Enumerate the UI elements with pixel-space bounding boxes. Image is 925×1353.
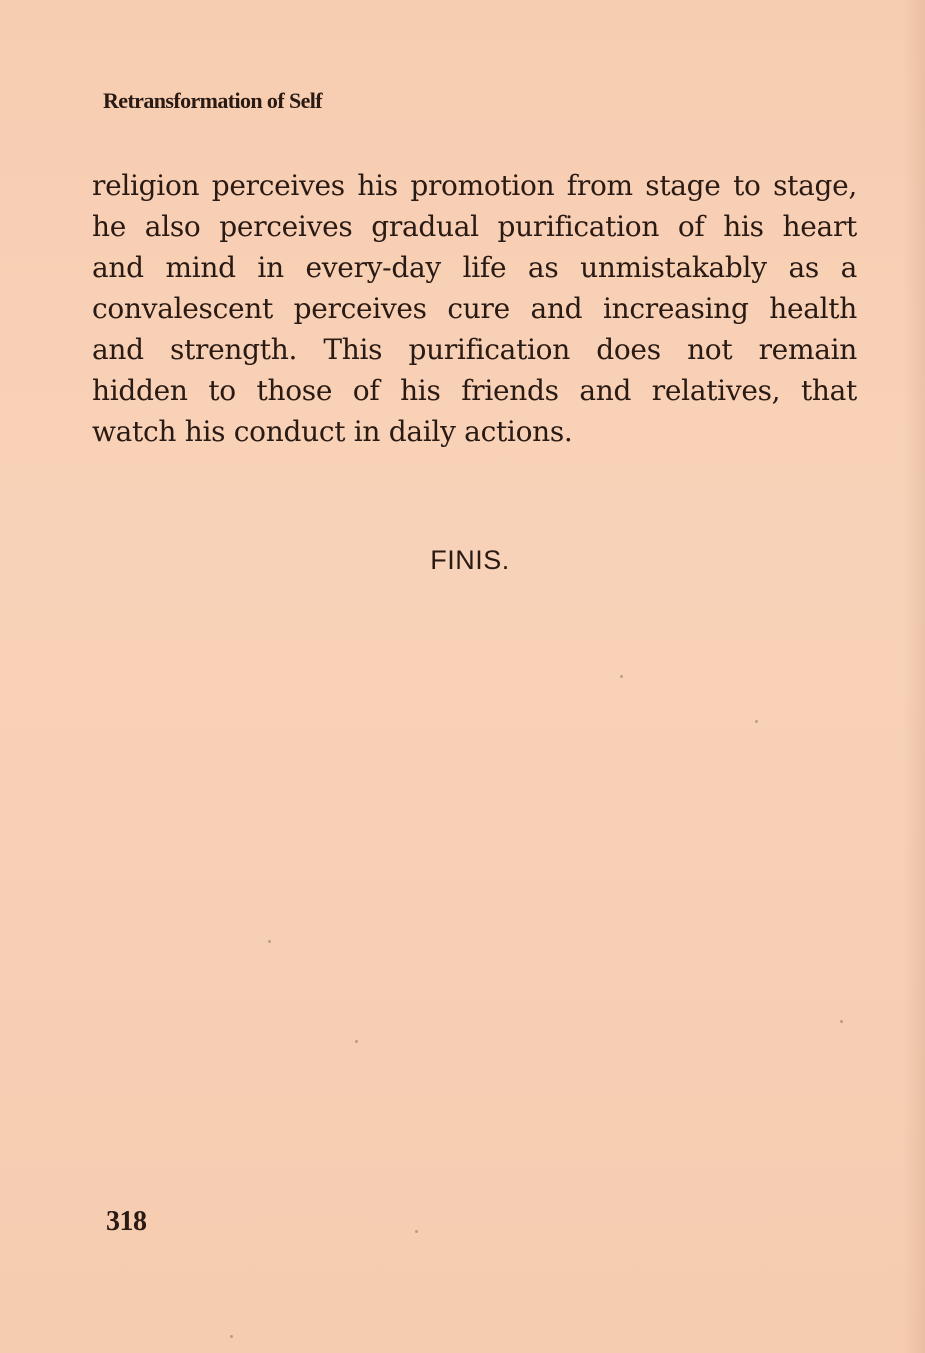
- paper-speck: [755, 720, 758, 723]
- paper-speck: [355, 1040, 358, 1043]
- paper-speck: [840, 1020, 843, 1023]
- text-line: and mind in every-day life as unmistakably as a: [92, 251, 857, 284]
- text-line: convalescent perceives cure and increasing health: [92, 292, 857, 325]
- text-line: religion perceives his promotion from stage to stage,: [92, 169, 857, 202]
- page-number: 318: [106, 1206, 147, 1237]
- text-line: and strength. This purification does not remain: [92, 333, 857, 366]
- page-edge-shadow: [903, 0, 925, 1353]
- text-line: watch his conduct in daily actions.: [92, 415, 573, 448]
- text-line: he also perceives gradual purification of his heart: [92, 210, 857, 243]
- body-paragraph: [92, 165, 857, 452]
- paper-speck: [268, 940, 271, 943]
- paper-speck: [230, 1335, 233, 1338]
- text-line: hidden to those of his friends and relatives, that: [92, 374, 857, 407]
- paper-speck: [620, 675, 623, 678]
- running-head: Retransformation of Self: [103, 88, 322, 113]
- paper-speck: [415, 1230, 418, 1233]
- end-mark: FINIS.: [430, 545, 510, 575]
